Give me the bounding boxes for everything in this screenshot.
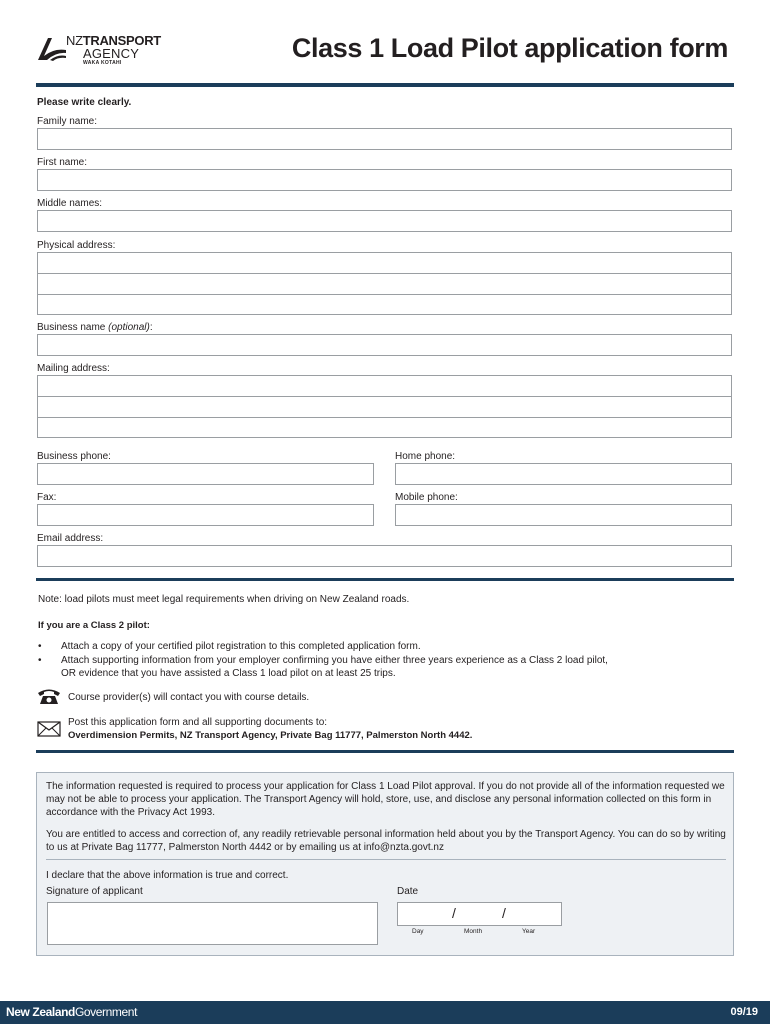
business-phone-field[interactable] xyxy=(37,463,374,485)
page-header xyxy=(0,0,770,88)
date-label: Date xyxy=(397,886,419,897)
write-clearly-instruction: Please write clearly. xyxy=(37,97,132,108)
optional-text: (optional) xyxy=(108,322,150,333)
bullet-item xyxy=(38,641,421,652)
middle-names-label: Middle names: xyxy=(37,198,103,209)
nz-government-logo xyxy=(6,1005,137,1019)
date-month-label: Month xyxy=(464,928,483,935)
class2-heading: If you are a Class 2 pilot: xyxy=(38,620,150,631)
access-paragraph: You are entitled to access and correction of, any readily retrievable personal information held about you by the Transport Agency. You can do so by writing to us at Private Bag 11777, Palmerston North 4442 or by emailing us at info@nzta.govt.nz xyxy=(46,829,726,853)
mobile-phone-field[interactable] xyxy=(395,504,732,526)
section-divider xyxy=(36,578,734,581)
signature-field[interactable] xyxy=(47,902,378,945)
bullet-item xyxy=(38,655,608,666)
field-line xyxy=(38,417,731,418)
date-separator: / xyxy=(452,905,456,921)
form-version: 09/19 xyxy=(730,1006,758,1018)
physical-address-label: Physical address: xyxy=(37,240,116,251)
date-separator: / xyxy=(502,905,506,921)
email-address-field[interactable] xyxy=(37,545,732,567)
logo-agency: AGENCY xyxy=(83,46,140,61)
section-divider xyxy=(36,750,734,753)
privacy-declaration-panel xyxy=(36,772,734,956)
middle-names-field[interactable] xyxy=(37,210,732,232)
mailing-address-label: Mailing address: xyxy=(37,363,110,374)
business-phone-label: Business phone: xyxy=(37,451,111,462)
business-name-label xyxy=(37,322,153,333)
nzta-logo-mark-icon xyxy=(36,34,70,64)
email-address-label: Email address: xyxy=(37,533,104,544)
home-phone-field[interactable] xyxy=(395,463,732,485)
home-phone-label: Home phone: xyxy=(395,451,456,462)
business-name-text: Business name xyxy=(37,322,106,333)
date-field[interactable] xyxy=(397,902,562,926)
signature-label: Signature of applicant xyxy=(46,886,143,897)
page-title: Class 1 Load Pilot application form xyxy=(291,33,728,63)
privacy-paragraph: The information requested is required to process your application for Class 1 Load Pilot approval. If you do not provide all of the information requested we may not be able to process your application. The Transport Agency will hold, store, use, and disclose any personal information collected on this form in accordance with the Privacy Act 1993. xyxy=(46,781,725,818)
bullet-text: Attach a copy of your certified pilot registration to this completed application form. xyxy=(61,641,421,652)
fax-label: Fax: xyxy=(37,492,57,503)
bullet-dot: • xyxy=(38,655,42,666)
field-line xyxy=(38,294,731,295)
fax-field[interactable] xyxy=(37,504,374,526)
family-name-field[interactable] xyxy=(37,128,732,150)
bullet-dot: • xyxy=(38,641,42,652)
field-line xyxy=(38,396,731,397)
nzta-logo xyxy=(36,32,186,72)
physical-address-field[interactable] xyxy=(37,252,732,315)
family-name-label: Family name: xyxy=(37,116,98,127)
declaration-text: I declare that the above information is true and correct. xyxy=(46,870,289,881)
header-divider xyxy=(36,83,734,87)
bullet-continuation: OR evidence that you have assisted a Class 1 load pilot on at least 25 trips. xyxy=(61,668,396,679)
page-footer xyxy=(0,1001,770,1024)
panel-divider xyxy=(46,859,726,860)
field-line xyxy=(38,273,731,274)
mobile-phone-label: Mobile phone: xyxy=(395,492,458,503)
logo-waka-kotahi: WAKA KOTAHI xyxy=(83,60,122,66)
legal-note: Note: load pilots must meet legal requirements when driving on New Zealand roads. xyxy=(38,594,410,605)
logo-nz: NZ xyxy=(66,33,83,48)
gov-logo-government: Government xyxy=(74,1005,137,1019)
colon: : xyxy=(149,322,153,333)
course-provider-note: Course provider(s) will contact you with course details. xyxy=(68,692,310,703)
gov-logo-nz: New Zealand xyxy=(6,1005,75,1019)
date-day-label: Day xyxy=(412,928,424,935)
business-name-field[interactable] xyxy=(37,334,732,356)
post-address: Overdimension Permits, NZ Transport Agency, Private Bag 11777, Palmerston North 4442. xyxy=(68,730,473,741)
logo-transport: TRANSPORT xyxy=(82,33,161,48)
first-name-field[interactable] xyxy=(37,169,732,191)
date-year-label: Year xyxy=(522,928,536,935)
first-name-label: First name: xyxy=(37,157,88,168)
envelope-icon xyxy=(37,721,61,737)
telephone-icon xyxy=(37,687,61,705)
bullet-text: Attach supporting information from your employer confirming you have either three years experience as a Class 2 load pilot, xyxy=(61,655,608,666)
mailing-address-field[interactable] xyxy=(37,375,732,438)
post-instruction: Post this application form and all supporting documents to: xyxy=(68,717,328,728)
